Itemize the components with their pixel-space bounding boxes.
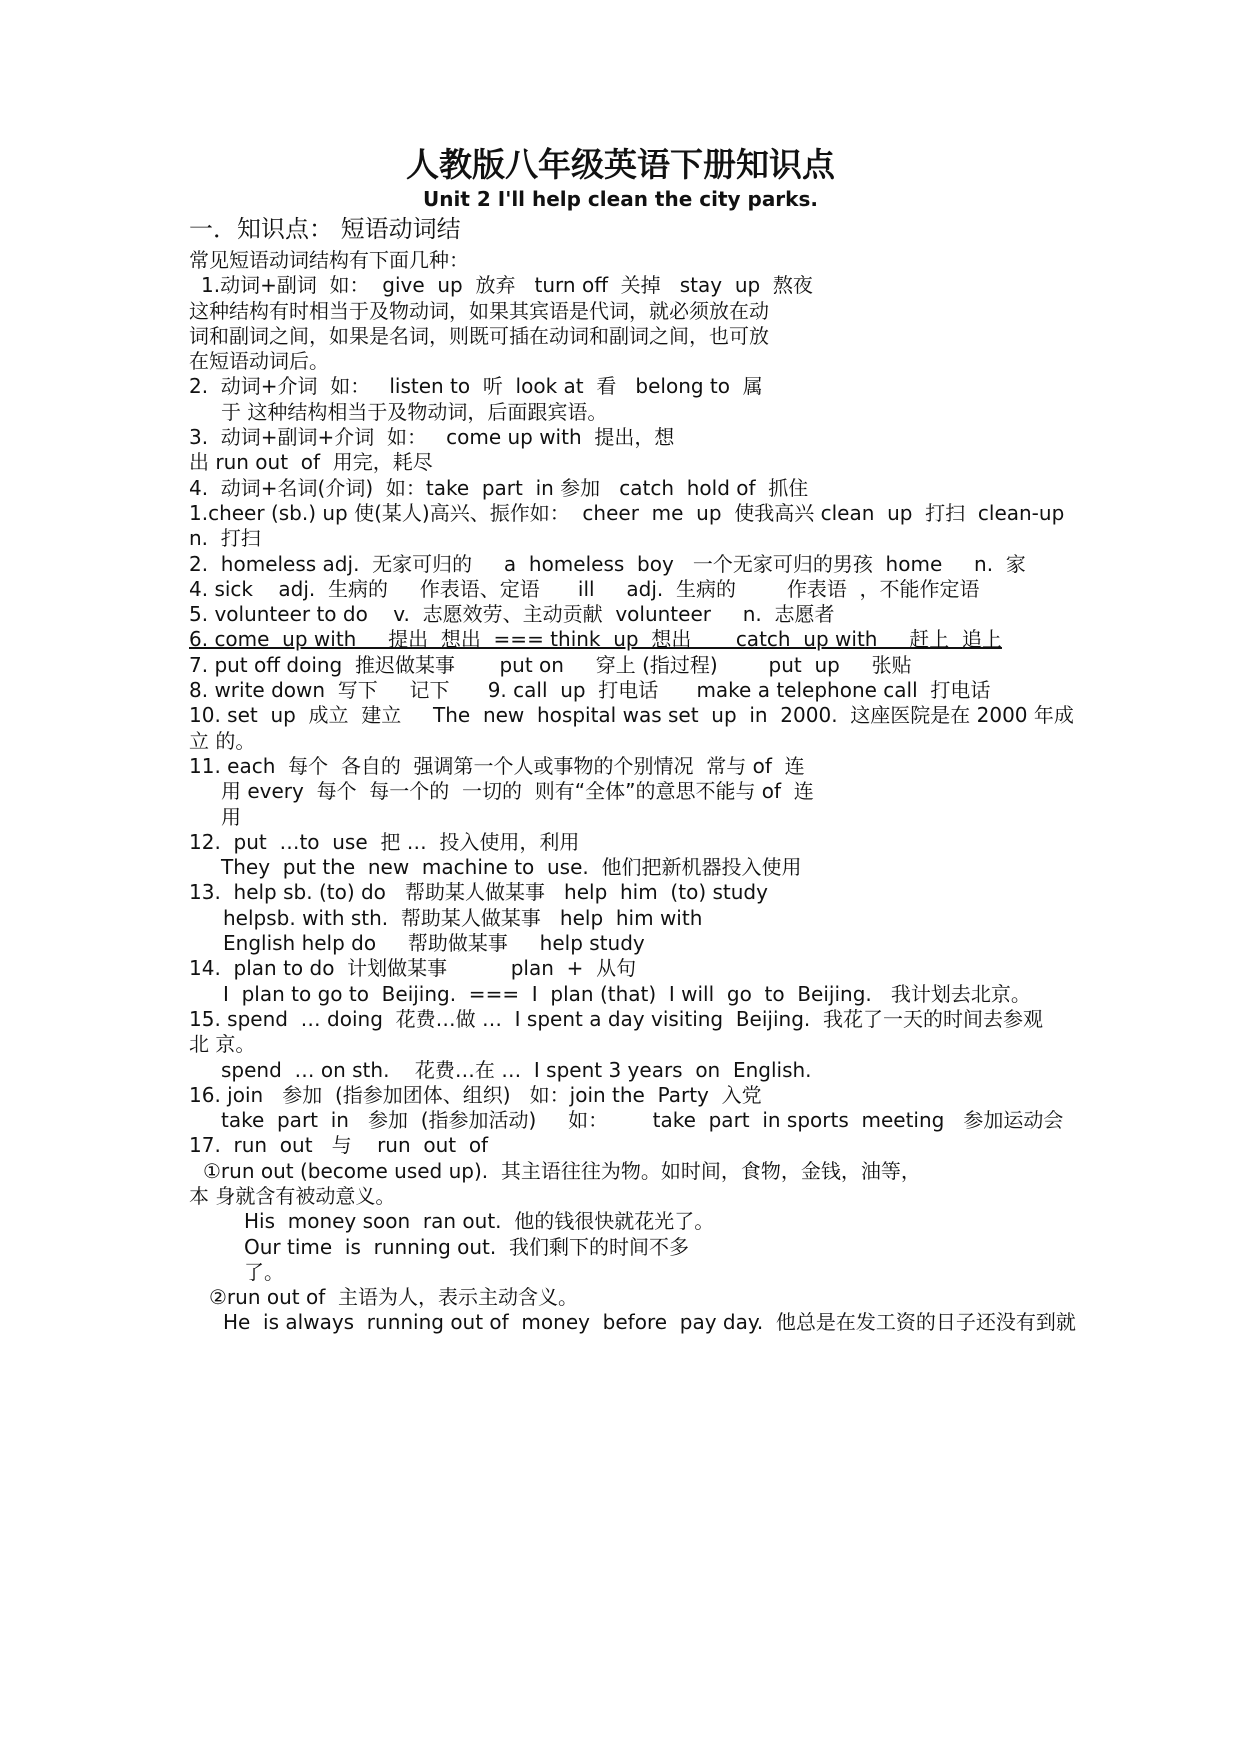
text-line: n. 打扫 <box>189 526 261 551</box>
text-line: 12. put …to use 把 … 投入使用，利用 <box>189 829 580 854</box>
text-line: 用 <box>221 804 241 829</box>
text-line: 5. volunteer to do v. 志愿效劳、主动贡献 volunteer n. 志愿者 <box>189 602 835 627</box>
text-line: 2. 动词+介词 如： listen to 听 look at 看 belong to 属 <box>189 374 763 399</box>
text-line: English help do 帮助做某事 help study <box>223 931 645 956</box>
text-line: 4. sick adj. 生病的 作表语、定语 ill adj. 生病的 作表语 ，不能作定语 <box>189 576 980 601</box>
text-line: 7. put off doing 推迟做某事 put on 穿上 (指过程) put up 张贴 <box>189 652 912 677</box>
text-line: 13. help sb. (to) do 帮助某人做某事 help him (to) study <box>189 880 768 905</box>
text-line: 11. each 每个 各自的 强调第一个人或事物的个别情况 常与 of 连 <box>189 753 805 778</box>
unit-subtitle: Unit 2 I'll help clean the city parks. <box>423 187 818 211</box>
text-line: 10. set up 成立 建立 The new hospital was set up in 2000. 这座医院是在 2000 年成 <box>189 703 1074 728</box>
text-line: 于 这种结构相当于及物动词，后面跟宾语。 <box>221 399 608 424</box>
text-line: spend … on sth. 花费…在 … I spent 3 years on English. <box>221 1057 812 1082</box>
text-line: ①run out (become used up). 其主语往往为物。如时间，食物，金钱，油等， <box>203 1158 921 1183</box>
text-line: His money soon ran out. 他的钱很快就花光了。 <box>244 1209 715 1234</box>
text-line: I plan to go to Beijing. === I plan (that) I will go to Beijing. 我计划去北京。 <box>223 981 1031 1006</box>
text-line: 15. spend … doing 花费…做 … I spent a day visiting Beijing. 我花了一天的时间去参观 <box>189 1006 1043 1031</box>
text-line: 1.动词+副词 如： give up 放弃 turn off 关掉 stay up 熬夜 <box>201 273 813 298</box>
text-line: 2. homeless adj. 无家可归的 a homeless boy 一个无家可归的男孩 home n. 家 <box>189 551 1026 576</box>
text-line: 4. 动词+名词(介词) 如：take part in 参加 catch hold of 抓住 <box>189 475 809 500</box>
text-line: 14. plan to do 计划做某事 plan + 从句 <box>189 956 637 981</box>
text-line: 6. come up with 提出 想出 === think up 想出 catch up with 赶上 追上 <box>189 627 1002 652</box>
document-body <box>189 248 1076 1336</box>
text-line: Our time is running out. 我们剩下的时间不多 <box>244 1234 689 1259</box>
text-line: 词和副词之间，如果是名词，则既可插在动词和副词之间，也可放 <box>189 323 769 348</box>
text-line: helpsb. with sth. 帮助某人做某事 help him with <box>223 905 703 930</box>
section-heading: 一．知识点： 短语动词结 <box>189 215 461 243</box>
text-line: 本 身就含有被动意义。 <box>189 1183 396 1208</box>
text-line: 1.cheer (sb.) up 使(某人)高兴、振作如： cheer me up 使我高兴 clean up 打扫 clean-up <box>189 500 1065 525</box>
text-line: 用 every 每个 每一个的 一切的 则有“全体”的意思不能与 of 连 <box>221 779 814 804</box>
text-line: 了。 <box>244 1259 284 1284</box>
text-line: 16. join 参加 (指参加团体、组织) 如：join the Party 入党 <box>189 1082 762 1107</box>
text-line: 17. run out 与 run out of <box>189 1133 489 1158</box>
text-line: 这种结构有时相当于及物动词，如果其宾语是代词，就必须放在动 <box>189 298 769 323</box>
text-line: 8. write down 写下 记下 9. call up 打电话 make a telephone call 打电话 <box>189 678 991 703</box>
text-line: 出 run out of 用完，耗尽 <box>189 450 433 475</box>
text-line: ②run out of 主语为人，表示主动含义。 <box>209 1285 578 1310</box>
text-line: take part in 参加 (指参加活动) 如： take part in sports meeting 参加运动会 <box>221 1108 1064 1133</box>
text-line: 3. 动词+副词+介词 如： come up with 提出，想 <box>189 425 675 450</box>
text-line: 立 的。 <box>189 728 256 753</box>
document-title: 人教版八年级英语下册知识点 <box>406 145 835 184</box>
text-line: 在短语动词后。 <box>189 349 329 374</box>
text-line: 常见短语动词结构有下面几种： <box>189 248 469 272</box>
text-line: They put the new machine to use. 他们把新机器投入使用 <box>221 855 802 880</box>
text-line: He is always running out of money before pay day. 他总是在发工资的日子还没有到就 <box>223 1310 1076 1335</box>
text-line: 北 京。 <box>189 1032 256 1057</box>
